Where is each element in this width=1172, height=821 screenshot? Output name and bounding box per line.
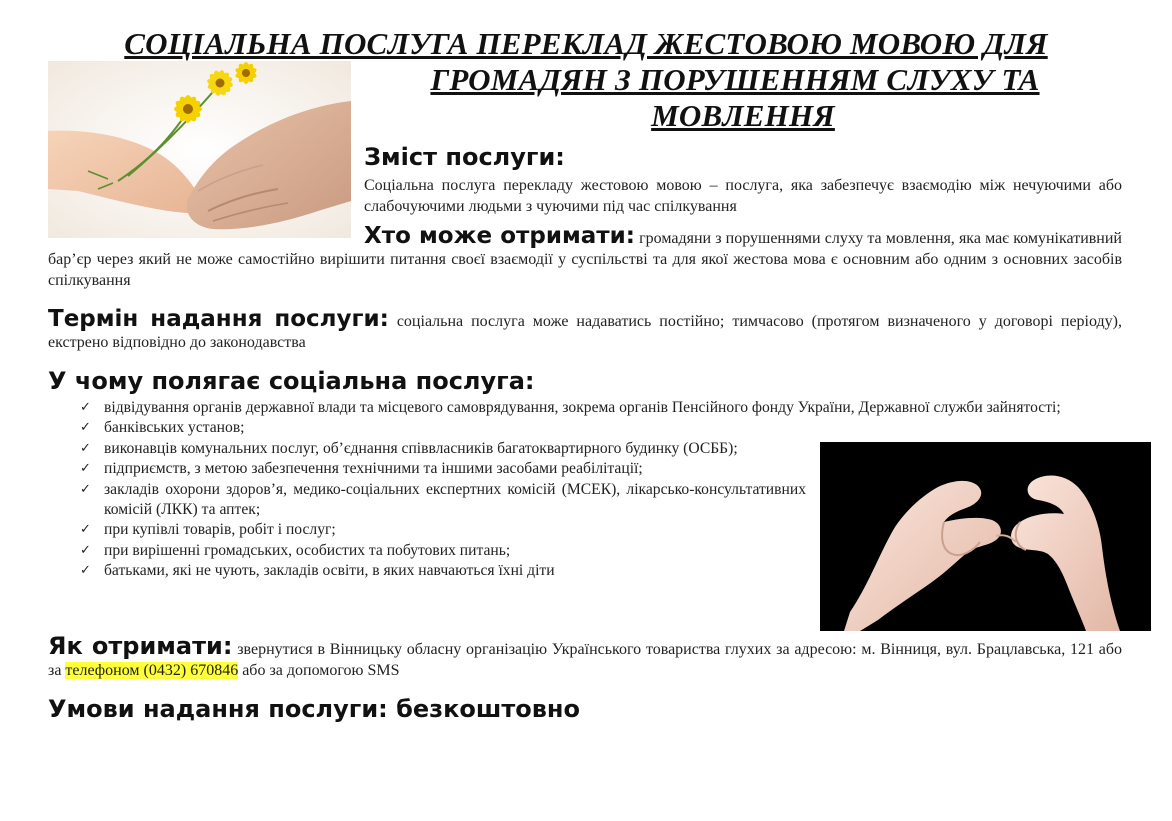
list-item: ✓ закладів охорони здоров’я, медико-соціальних експертних комісій (МСЕК), лікарсько-консультативних комісій (ЛКК) та аптек;	[80, 480, 806, 519]
check-icon: ✓	[80, 481, 91, 497]
list-item: ✓ при купівлі товарів, робіт і послуг;	[80, 520, 806, 540]
document-title-line-2: ГРОМАДЯН З ПОРУШЕННЯМ СЛУХУ ТА	[430, 62, 1040, 97]
check-icon: ✓	[80, 400, 91, 415]
check-icon: ✓	[80, 542, 91, 558]
how-to-get-text: звернутися в Вінницьку обласну організацію Українського товариства глухих за адресою: м. Вінниця, вул. Брацлавська, 121 або за	[48, 641, 1123, 679]
check-icon: ✓	[80, 420, 91, 436]
list-item: ✓ батьками, які не чують, закладів освіти, в яких навчаються їхні діти	[80, 561, 806, 581]
service-term-block	[48, 306, 1123, 353]
service-term-text: соціальна послуга може надаватись постійно; тимчасово (протягом визначеного у договорі періоду), екстрено відповідно до законодавства	[48, 313, 1123, 351]
content-text: Соціальна послуга перекладу жестовою мовою – послуга, яка забезпечує взаємодію між нечуючими або слабочуючими людьми з чуючими під час спілкування	[364, 177, 1122, 215]
check-icon: ✓	[80, 440, 91, 456]
check-icon: ✓	[80, 522, 91, 538]
list-item: ✓ виконавців комунальних послуг, об’єднання співвласників багатоквартирного будинку (ОСББ);	[80, 439, 806, 459]
phone-number-highlight: телефоном (0432) 670846	[65, 662, 239, 679]
check-icon: ✓	[80, 563, 91, 579]
list-item: ✓ банківських установ;	[80, 418, 806, 438]
conditions-heading: Умови надання послуги: безкоштовно	[48, 695, 580, 723]
how-to-get-text-after: або за допомогою SMS	[242, 662, 400, 679]
list-item: ✓ відвідування органів державної влади та місцевого самоврядування, зокрема органів Пенсійного фонду України, Державної служби зайнятості;	[80, 398, 1122, 418]
who-can-receive-text: громадяни з порушеннями слуху та мовлення, яка має комунікативний бар’єр через який не може самостійно вирішити питання своєї взаємодії у суспільстві та для якої жестова мова є основним або одним з основних засобів спілкування	[48, 230, 1122, 289]
sign-language-image	[820, 442, 1151, 631]
hands-with-flowers-image	[48, 61, 351, 238]
document-title-line-1: СОЦІАЛЬНА ПОСЛУГА ПЕРЕКЛАД ЖЕСТОВОЮ МОВОЮ ДЛЯ	[124, 26, 1048, 61]
service-essence-heading: У чому полягає соціальна послуга:	[48, 367, 535, 395]
who-can-receive-heading: Хто може отримати:	[364, 223, 635, 249]
list-item: ✓ підприємств, з метою забезпечення технічними та іншими засобами реабілітації;	[80, 459, 806, 479]
check-icon: ✓	[80, 461, 91, 477]
list-item: ✓ при вирішенні громадських, особистих та побутових питань;	[80, 541, 806, 561]
service-term-heading: Термін надання послуги:	[48, 306, 389, 332]
who-can-receive-block	[48, 223, 1122, 291]
content-heading: Зміст послуги:	[364, 143, 565, 171]
how-to-get-heading: Як отримати:	[48, 632, 233, 660]
document-title-line-3: МОВЛЕННЯ	[651, 98, 835, 133]
how-to-get-block	[48, 632, 1123, 681]
